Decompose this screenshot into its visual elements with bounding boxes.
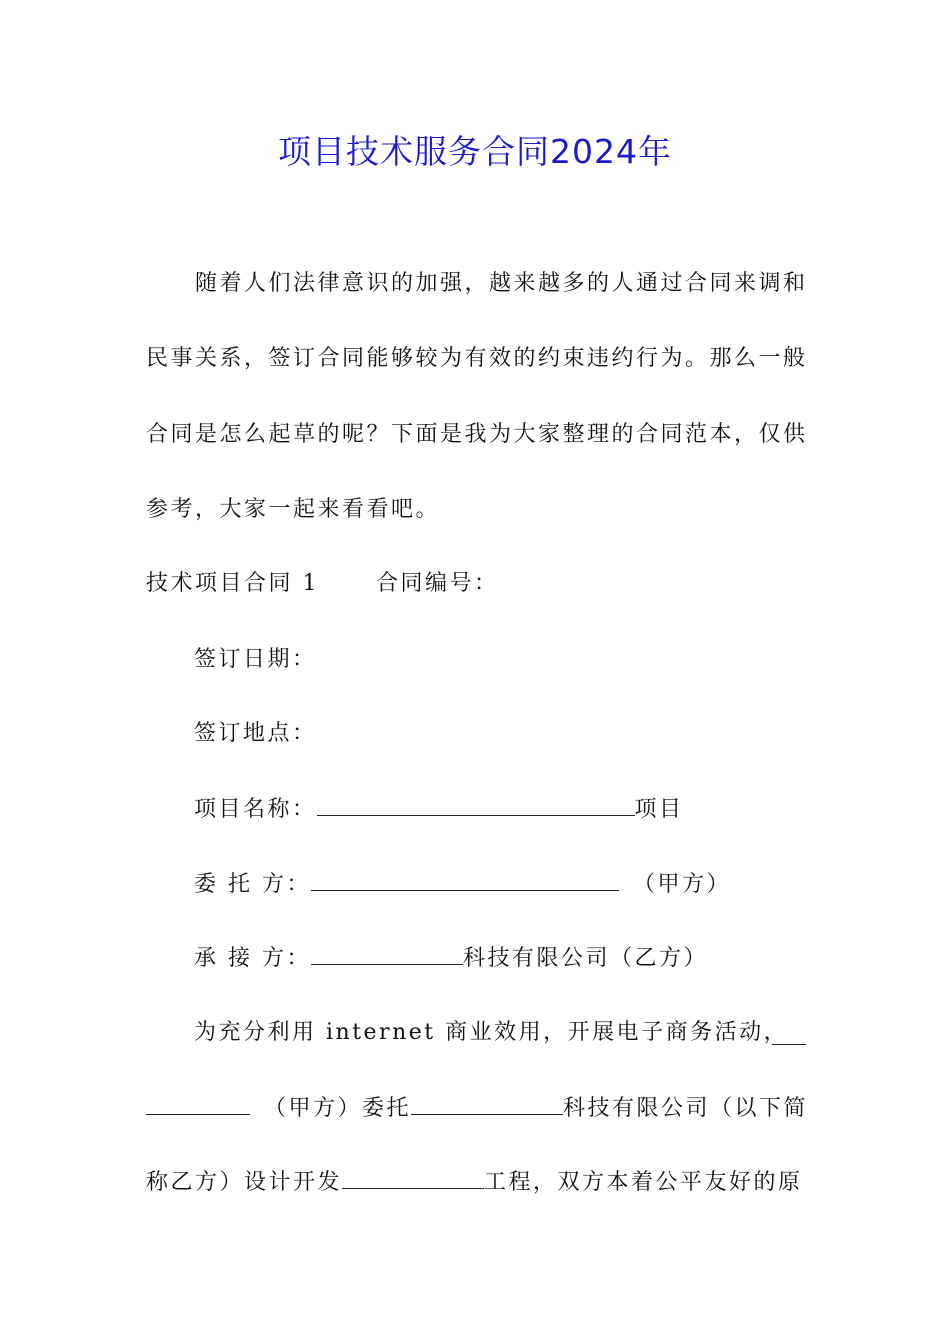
sign-place-label: 签订地点： <box>194 721 317 746</box>
body-line-1 <box>194 1017 788 1049</box>
body-line-2-text-a: （甲方）委托 <box>264 1096 412 1121</box>
project-name-row <box>194 793 684 826</box>
body-line-2 <box>146 1092 808 1125</box>
project-work-blank[interactable] <box>342 1166 484 1189</box>
intro-line-3: 合同是怎么起草的呢？下面是我为大家整理的合同范本，仅供 <box>146 422 808 447</box>
contract-name: 技术项目合同 1 <box>146 571 319 596</box>
sign-date-label: 签订日期： <box>194 647 317 672</box>
body-line-3-text-a: 称乙方）设计开发 <box>146 1170 343 1195</box>
contract-heading <box>146 568 499 600</box>
client-blank[interactable] <box>311 868 619 891</box>
client-row <box>194 868 731 901</box>
client-name-blank[interactable] <box>146 1092 250 1115</box>
document-title: 项目技术服务合同2024年 <box>278 132 672 171</box>
body-line-1-text: 为充分利用 internet 商业效用，开展电子商务活动， <box>194 1020 789 1045</box>
contractor-label: 承 接 方： <box>194 946 311 971</box>
intro-line-4: 参考，大家一起来看看吧。 <box>146 497 441 522</box>
body-line-1-blank[interactable] <box>772 1022 806 1045</box>
body-line-3-text-b: 工程，双方本着公平友好的原 <box>484 1170 803 1195</box>
contract-number-label: 合同编号： <box>376 571 499 596</box>
intro-line-1: 随着人们法律意识的加强，越来越多的人通过合同来调和 <box>195 271 808 296</box>
intro-line-2: 民事关系，签订合同能够较为有效的约束违约行为。那么一般 <box>146 346 808 371</box>
client-label: 委 托 方： <box>194 872 311 897</box>
contractor-suffix: 科技有限公司（乙方） <box>463 946 709 971</box>
body-line-3 <box>146 1166 803 1199</box>
client-suffix: （甲方） <box>633 872 732 897</box>
project-name-label: 项目名称： <box>194 797 317 822</box>
contractor-blank[interactable] <box>311 942 463 965</box>
contractor-name-blank[interactable] <box>411 1092 563 1115</box>
contractor-row <box>194 942 708 975</box>
project-suffix: 项目 <box>634 797 684 822</box>
project-name-blank[interactable] <box>317 793 635 816</box>
body-line-2-text-b: 科技有限公司（以下简 <box>563 1096 809 1121</box>
